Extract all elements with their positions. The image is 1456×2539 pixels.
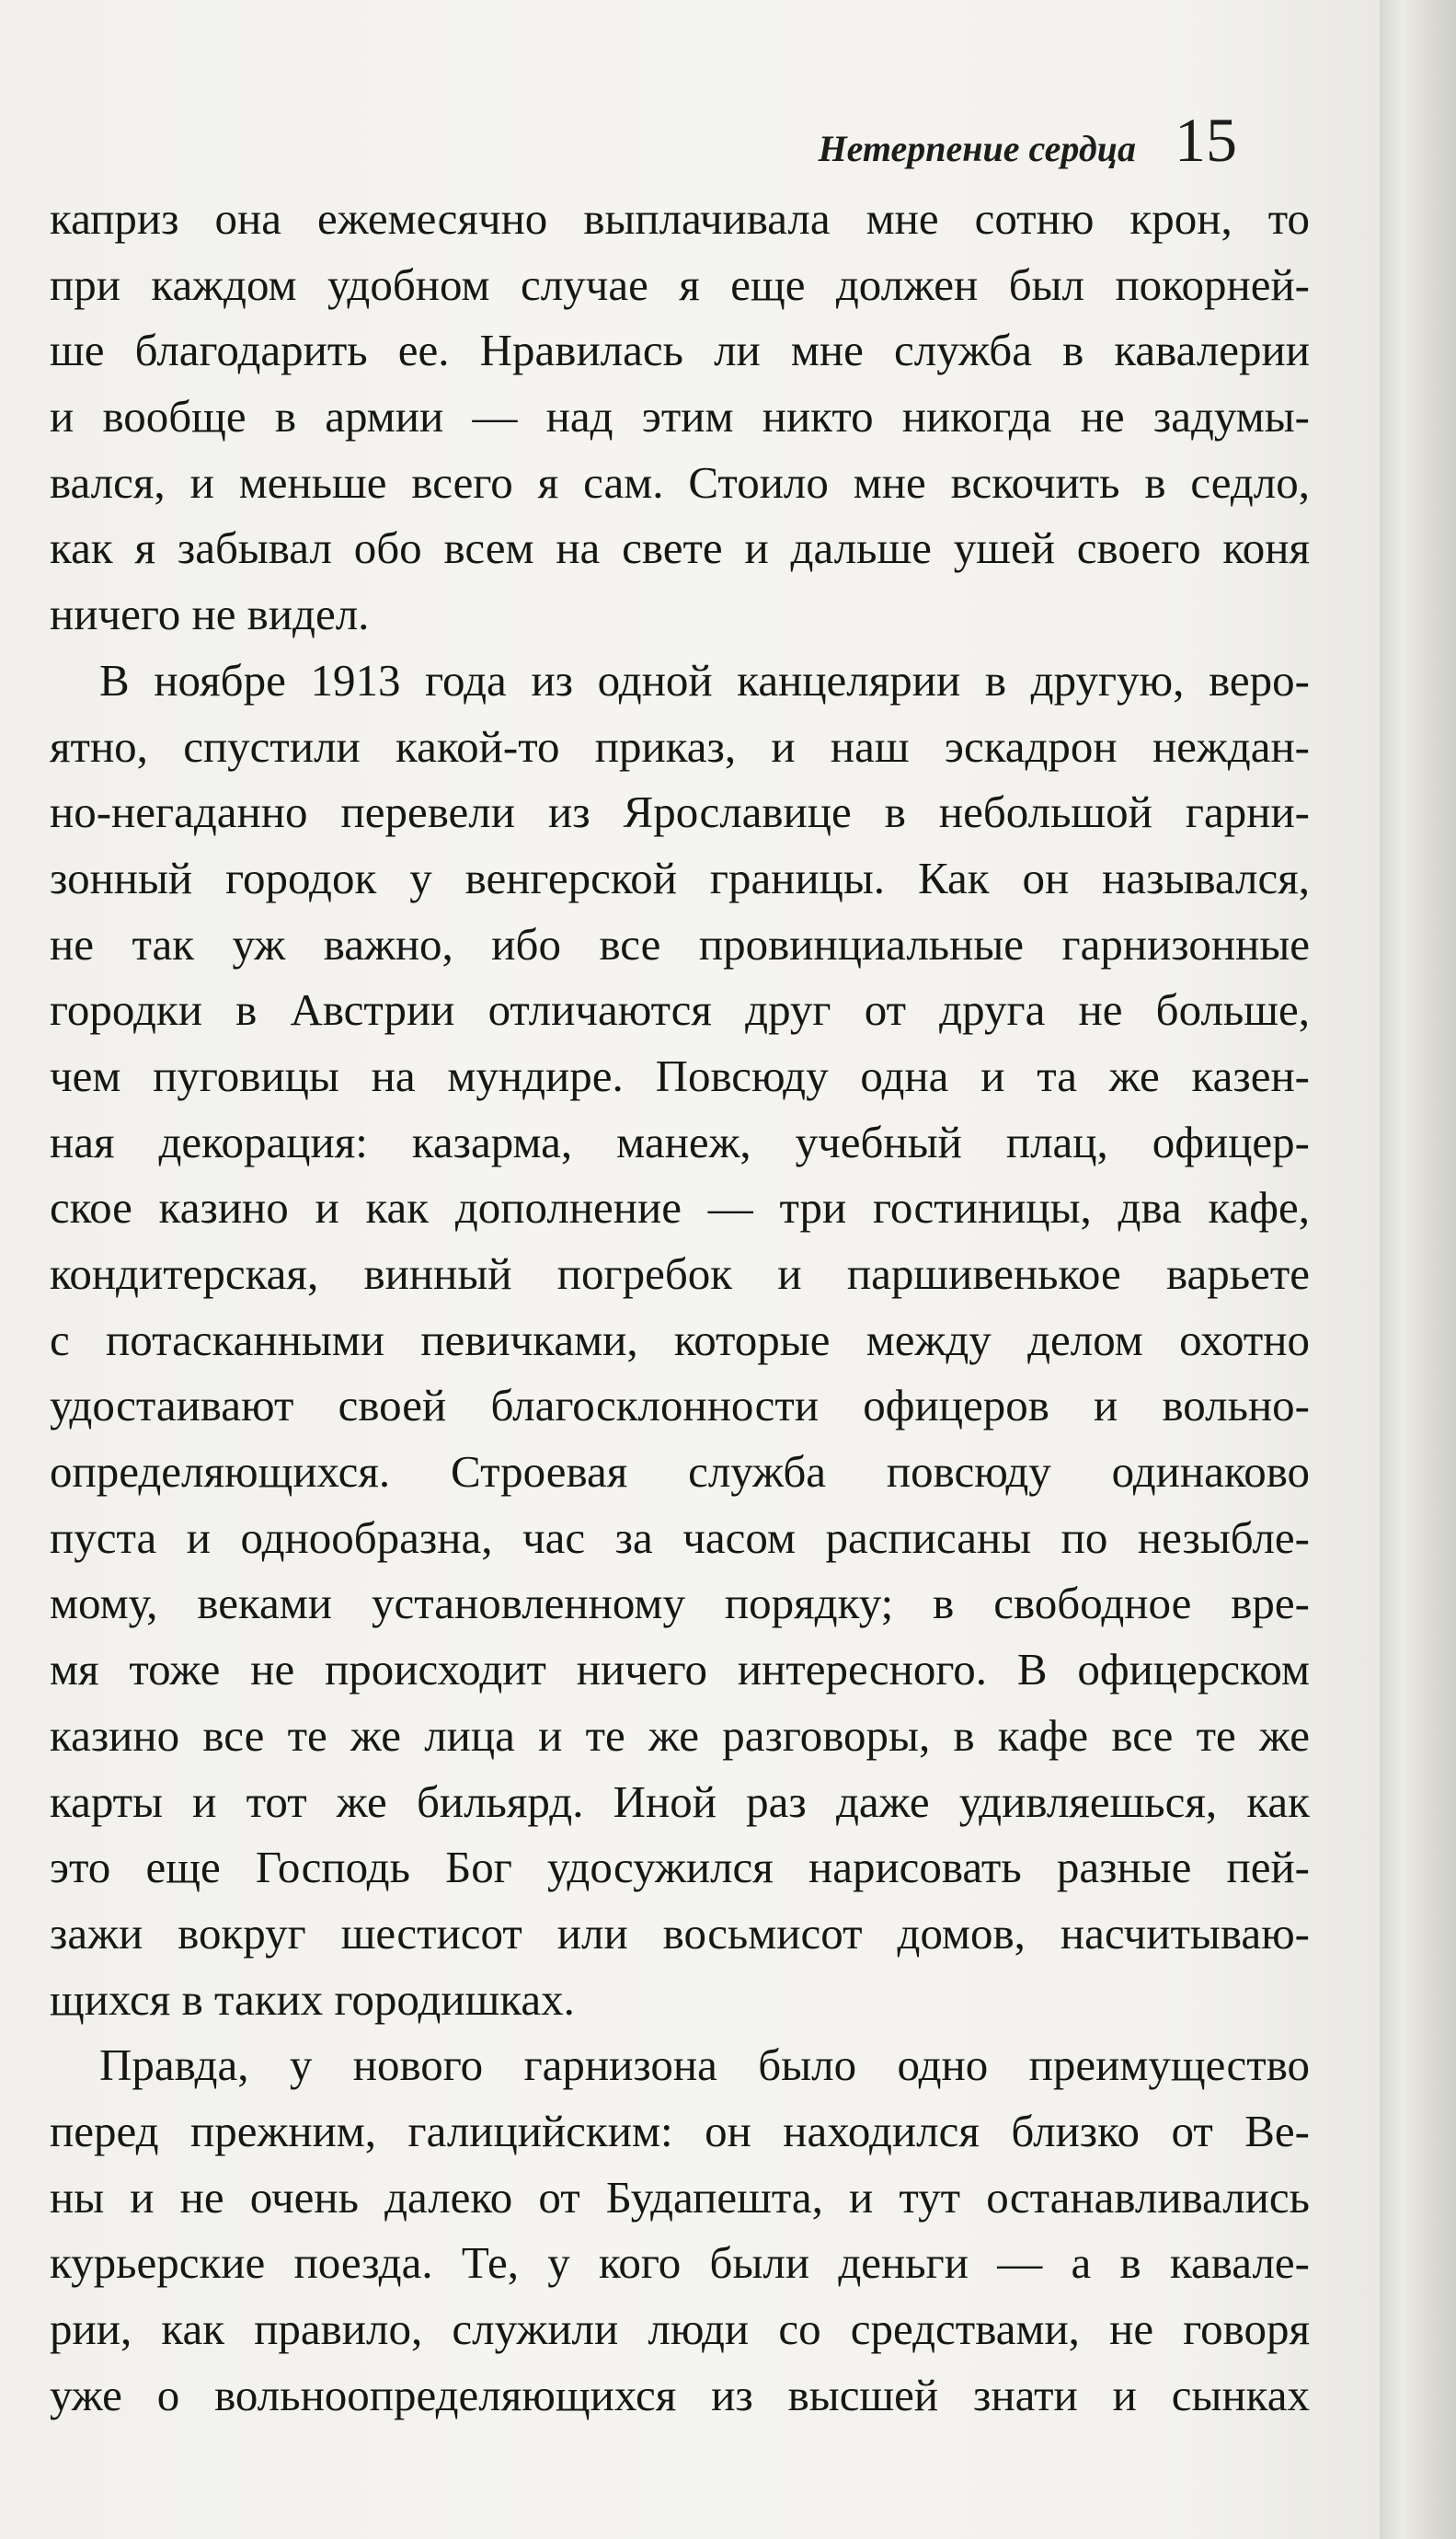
text-line: ничего не видел. [50,589,370,640]
text-line: карты и тот же бильярд. Иной раз даже удивляешься, как [50,1775,1310,1827]
text-line: щихся в таких городишках. [50,1973,575,2025]
text-line: это еще Господь Бог удосужился нарисовать разные пей- [50,1842,1310,1893]
paragraph [50,2032,1310,2428]
text-line: городки в Австрии отличаются друг от друга не больше, [50,984,1310,1036]
text-line: определяющихся. Строевая служба повсюду одинаково [50,1446,1310,1498]
text-line: с потасканными певичками, которые между делом охотно [50,1314,1310,1365]
text-line: курьерские поезда. Те, у кого были деньги — а в кавале- [50,2237,1310,2289]
text-line: удостаивают своей благосклонности офицеров и вольно- [50,1380,1310,1431]
page-number: 15 [1175,105,1237,175]
paragraph [50,186,1310,648]
text-line: кондитерская, винный погребок и паршивенькое варьете [50,1248,1310,1299]
body-text [50,186,1310,2428]
text-line: перед прежним, галицийским: он находился близко от Ве- [50,2105,1310,2156]
running-title: Нетерпение сердца [818,128,1136,169]
text-line: ше благодарить ее. Нравилась ли мне служба в кавалерии [50,325,1310,376]
text-line: ная декорация: казарма, манеж, учебный плац, офицер- [50,1116,1310,1167]
text-line: ны и не очень далеко от Будапешта, и тут останавливались [50,2171,1310,2223]
text-line: В ноябре 1913 года из одной канцелярии в другую, веро- [99,654,1310,706]
paragraph [50,648,1310,2032]
text-line: пуста и однообразна, час за часом расписаны по незыбле- [50,1511,1310,1563]
text-line: вался, и меньше всего я сам. Стоило мне вскочить в седло, [50,456,1310,508]
text-line: зажи вокруг шестисот или восьмисот домов, насчитываю- [50,1907,1310,1959]
text-line: казино все те же лица и те же разговоры, в кафе все те же [50,1709,1310,1761]
text-line: уже о вольноопределяющихся из высшей знати и сынках [50,2369,1310,2420]
text-line: но-негаданно перевели из Ярославице в небольшой гарни- [50,787,1310,838]
text-line: зонный городок у венгерской границы. Как он назывался, [50,852,1310,903]
text-line: ское казино и как дополнение — три гостиницы, два кафе, [50,1182,1310,1234]
text-line: при каждом удобном случае я еще должен был покорней- [50,258,1310,310]
text-line: мя тоже не происходит ничего интересного. В офицерском [50,1644,1310,1695]
text-line: рии, как правило, служили люди со средствами, не говоря [50,2303,1310,2354]
text-line: и вообще в армии — над этим никто никогда не задумы- [50,391,1310,442]
text-line: каприз она ежемесячно выплачивала мне сотню крон, то [50,193,1310,244]
text-line: мому, веками установленному порядку; в свободное вре- [50,1578,1310,1629]
page-header [818,105,1237,175]
text-line: чем пуговицы на мундире. Повсюду одна и та же казен- [50,1050,1310,1101]
text-line: ятно, спустили какой-то приказ, и наш эскадрон неждан- [50,720,1310,772]
text-line: как я забывал обо всем на свете и дальше ушей своего коня [50,523,1310,574]
text-line: не так уж важно, ибо все провинциальные гарнизонные [50,918,1310,970]
text-line: Правда, у нового гарнизона было одно преимущество [99,2039,1310,2091]
page-stack-edge [1380,0,1456,2539]
